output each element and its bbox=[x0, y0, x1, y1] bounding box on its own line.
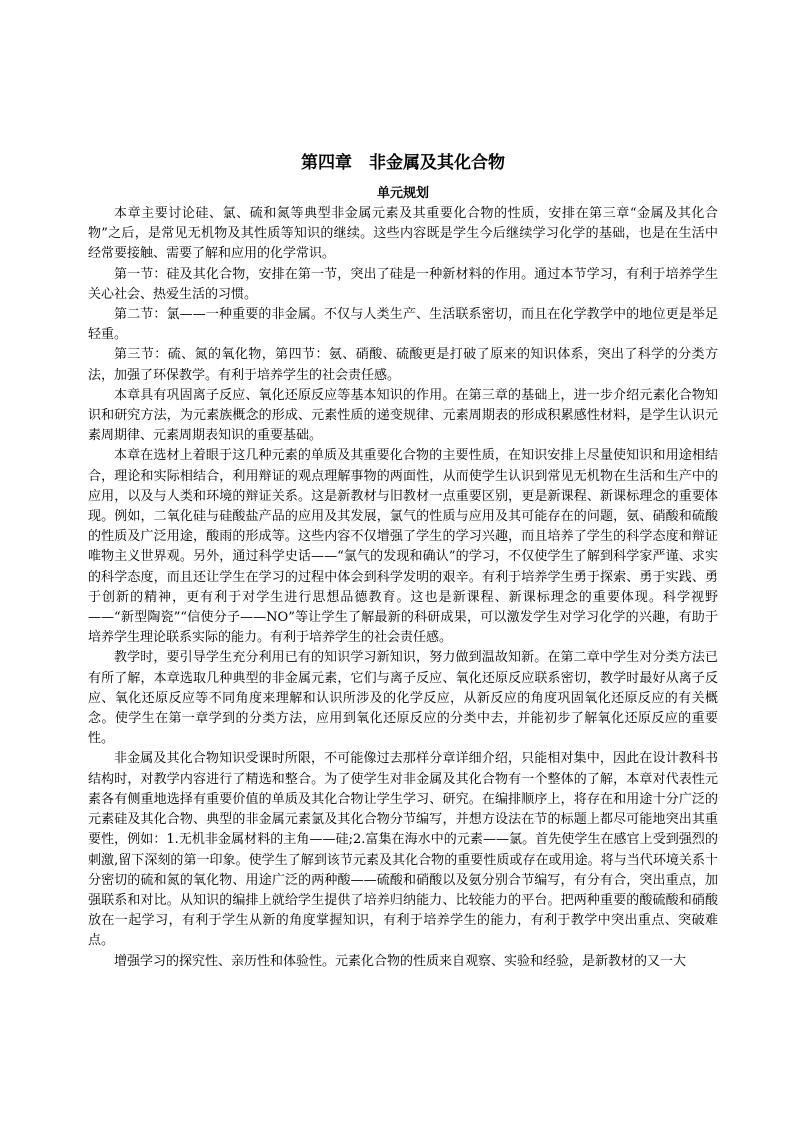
paragraph-section-3-4: 第三节：硫、氮的氧化物，第四节：氨、硝酸、硫酸更是打破了原来的知识体系，突出了科学的分类方法，加强了环保教学。有利于培养学生的社会责任感。 bbox=[88, 347, 718, 383]
paragraph-teaching: 教学时，要引导学生充分利用已有的知识学习新知识，努力做到温故知新。在第二章中学生对分类方法已有所了解，本章选取几种典型的非金属元素，它们与离子反应、氧化还原反应联系密切，教学时最好从离子反应、氧化还原反应等不同角度来理解和认识所涉及的化学反应，从新反应的角度巩固氧化还原反应的有关概念。使学生在第一章学到的分类方法，应用到氧化还原反应的分类中去，并能初步了解氧化还原反应的重要性。 bbox=[88, 650, 718, 747]
paragraph-consolidation: 本章具有巩固离子反应、氧化还原反应等基本知识的作用。在第三章的基础上，进一步介绍元素化合物知识和研究方法，为元素族概念的形成、元素性质的递变规律、元素周期表的形成积累感性材料，是学生认识元素周期律、元素周期表知识的重要基础。 bbox=[88, 387, 718, 444]
paragraph-section-2: 第二节：氯——一种重要的非金属。不仅与人类生产、生活联系密切，而且在化学教学中的地位更是举足轻重。 bbox=[88, 307, 718, 343]
document-body bbox=[88, 150, 718, 972]
paragraph-structure: 非金属及其化合物知识受课时所限，不可能像过去那样分章详细介绍，只能相对集中，因此在设计教科书结构时，对教学内容进行了精选和整合。为了使学生对非金属及其化合物有一个整体的了解，本章对代表性元素各有侧重地选择有重要价值的单质及其化合物让学生学习、研究。在编排顺序上，将存在和用途十分广泛的元素硅及其化合物、典型的非金属元素氯及其化合物分节编写，并想方设法在节的标题上都尽可能地突出其重要性，例如：1.无机非金属材料的主角——硅;2.富集在海水中的元素——氯。首先使学生在感官上受到强烈的刺激,留下深刻的第一印象。使学生了解到该节元素及其化合物的重要性质或存在或用途。将与当代环境关系十分密切的硫和氮的氧化物、用途广泛的两种酸——硫酸和硝酸以及氨分别合节编写，有分有合，突出重点，加强联系和对比。从知识的编排上就给学生提供了培养归纳能力、比较能力的平台。把两种重要的酸硫酸和硝酸放在一起学习，有利于学生从新的角度掌握知识，有利于培养学生的能力，有利于教学中突出重点、突破难点。 bbox=[88, 751, 718, 949]
chapter-title: 第四章 非金属及其化合物 bbox=[301, 153, 505, 173]
paragraph-section-1: 第一节：硅及其化合物，安排在第一节，突出了硅是一种新材料的作用。通过本节学习，有利于培养学生关心社会、热爱生活的习惯。 bbox=[88, 266, 718, 302]
section-title: 单元规划 bbox=[376, 186, 429, 201]
paragraph-material-selection: 本章在选材上着眼于这几种元素的单质及其重要化合物的主要性质，在知识安排上尽量使知识和用途相结合，理论和实际相结合，利用辩证的观点理解事物的两面性，从而使学生认识到常见无机物在生活和生产中的应用，以及与人类和环境的辩证关系。这是新教材与旧教材一点重要区别，更是新课程、新课标理念的重要体现。例如，二氧化硅与硅酸盐产品的应用及其发展，氯气的性质与应用及其可能存在的问题，氨、硝酸和硫酸的性质及广泛用途，酸雨的形成等。这些内容不仅增强了学生的学习兴趣，而且培养了学生的科学态度和辩证唯物主义世界观。另外，通过科学史话——“氯气的发现和确认”的学习，不仅使学生了解到科学家严谨、求实的科学态度，而且还让学生在学习的过程中体会到科学发明的艰辛。有利于培养学生勇于探索、勇于实践、勇于创新的精神，更有利于对学生进行思想品德教育。这也是新课程、新课标理念的重要体现。科学视野——“新型陶瓷”“信使分子——NO”等让学生了解最新的科研成果，可以激发学生对学习化学的兴趣，有助于培养学生理论联系实际的能力。有利于培养学生的社会责任感。 bbox=[88, 448, 718, 646]
paragraph-inquiry: 增强学习的探究性、亲历性和体验性。元素化合物的性质来自观察、实验和经验，是新教材的又一大 bbox=[114, 953, 687, 969]
paragraph-intro: 本章主要讨论硅、氯、硫和氮等典型非金属元素及其重要化合物的性质，安排在第三章“金属及其化合物”之后，是常见无机物及其性质等知识的继续。这些内容既是学生今后继续学习化学的基础，也是在生活中经常要接触、需要了解和应用的化学常识。 bbox=[88, 206, 718, 262]
